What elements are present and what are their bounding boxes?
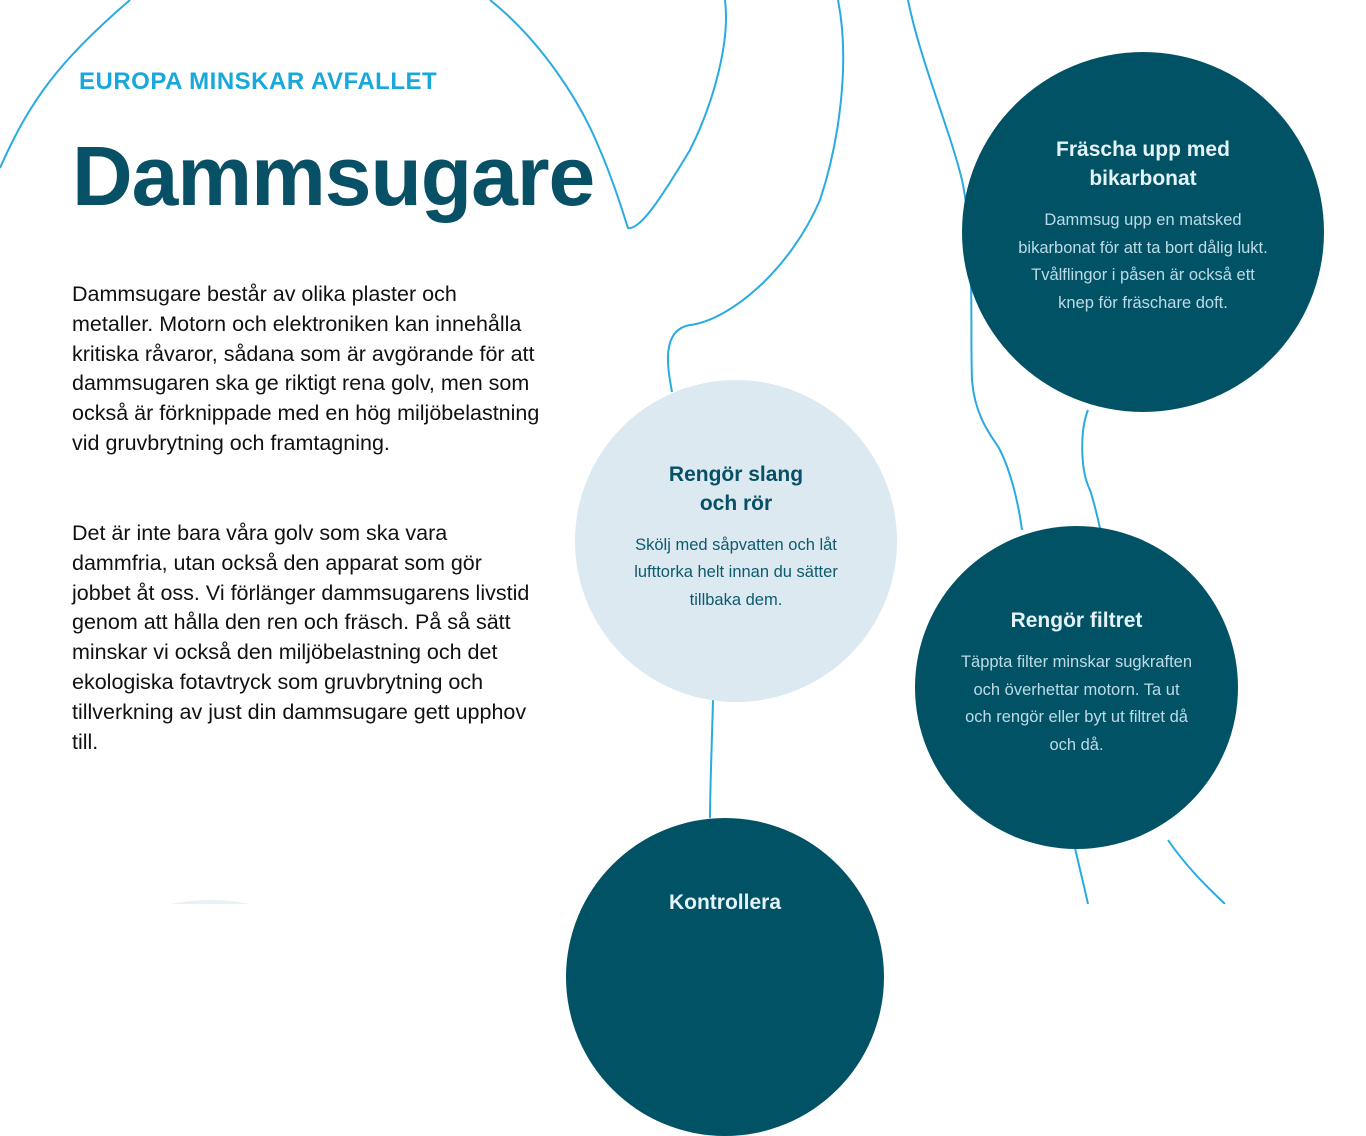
tip-circle-check (566, 818, 884, 1136)
deco-line-bottom-right-2 (1168, 840, 1225, 904)
intro-paragraph-2: Det är inte bara våra golv som ska vara dammfria, utan också den apparat som gör jobbet åt oss. Vi förlänger dammsugarens livstid genom att hålla den ren och fräsch. På så sätt minskar vi också den miljöbelastning och det ekologiska fotavtryck som gruvbrytning och tillverkning av just din dammsugare gett upphov till. (72, 521, 530, 754)
light-circle-partial (100, 900, 320, 904)
deco-line-right (1082, 410, 1100, 528)
eyebrow-heading: EUROPA MINSKAR AVFALLET (79, 68, 438, 95)
deco-line-left (668, 0, 843, 392)
tip-circle-filter (915, 526, 1238, 849)
tip-circle-hose (575, 380, 897, 702)
tip-circle-baking-soda (962, 52, 1324, 412)
tip-text: Skölj med såpvatten och låt lufttorka helt innan du sätter tillbaka dem. (634, 535, 838, 609)
tip-title: Rengör filtret (1010, 609, 1143, 632)
tip-text: Täppta filter minskar sugkraften och överhettar motorn. Ta ut och rengör eller byt ut filtret då och då. (960, 653, 1193, 754)
deco-line-bottom-right (1075, 848, 1088, 904)
tip-text: Dammsug upp en matsked bikarbonat för att ta bort dålig lukt. Tvålflingor i påsen är också ett knep för fräschare doft. (1018, 211, 1268, 312)
intro-paragraph-1: Dammsugare består av olika plaster och metaller. Motorn och elektroniken kan innehålla kritiska råvaror, sådana som är avgörande för att dammsugaren ska ge riktigt rena golv, men som också är förknippade med en hög miljöbelastning vid gruvbrytning och framtagning. (72, 282, 540, 455)
deco-line-bottom (710, 700, 713, 818)
tip-title: Kontrollera (668, 891, 781, 914)
tip-title: Fräscha upp med bikarbonat (1056, 138, 1230, 190)
tip-title: Rengör slang och rör (668, 462, 804, 515)
page-title: Dammsugare (72, 129, 595, 223)
